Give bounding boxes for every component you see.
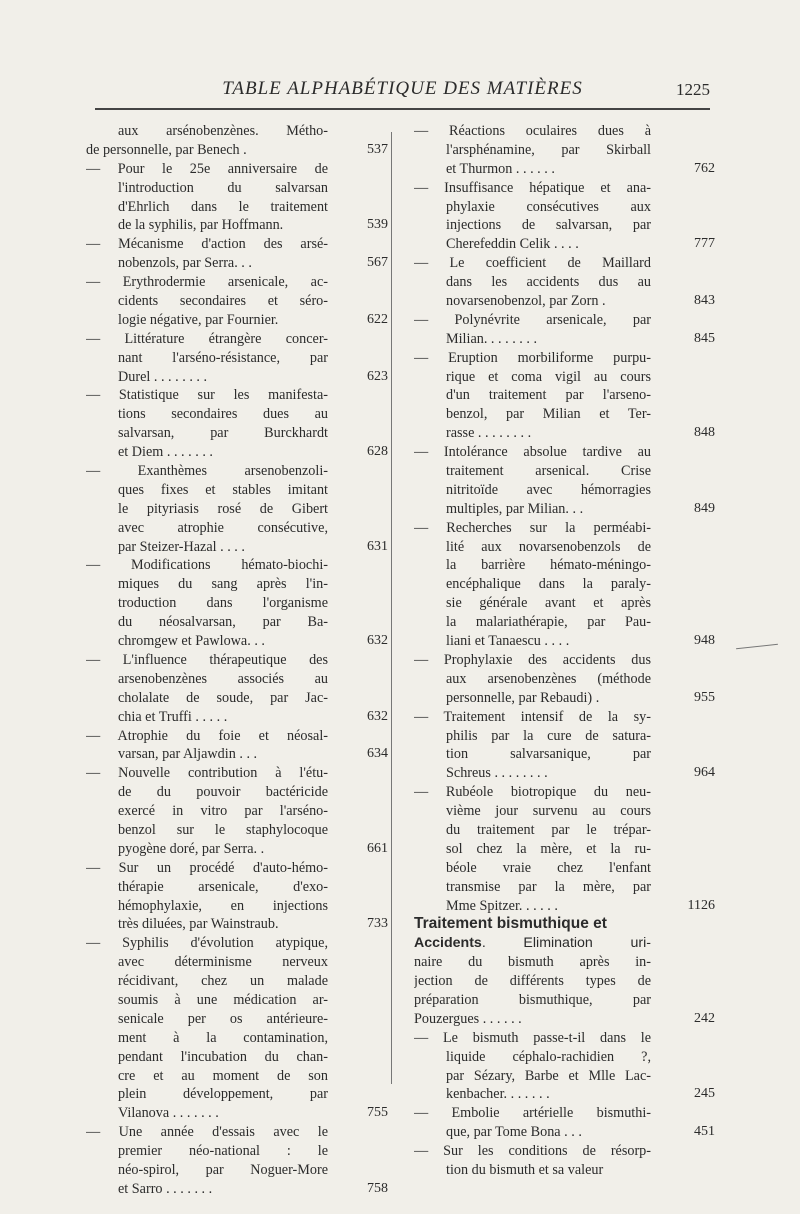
entry-line	[86, 500, 386, 519]
entry-text: salvarsan, par Burckhardt	[118, 425, 328, 442]
right-column	[414, 122, 715, 1180]
entry-text: — Exanthèmes arsenobenzoli-	[86, 463, 328, 480]
entry-text: traitement arsenical. Crise	[446, 463, 651, 480]
entry-line	[86, 972, 386, 991]
entry-text: Cherefeddin Celik . . . .	[446, 236, 579, 253]
entry-line	[86, 689, 386, 708]
entry-line	[86, 349, 386, 368]
entry-text: — Embolie artérielle bismuthi-	[414, 1105, 651, 1122]
entry-line	[414, 349, 709, 368]
entry-text: cholalate de soude, par Jac-	[118, 689, 328, 706]
entry-line	[414, 235, 715, 254]
section-heading-word: Accidents	[414, 935, 482, 952]
entry-text: néo-spirol, par Noguer-More	[118, 1161, 328, 1178]
entry-text: injections de salvarsan, par	[446, 217, 651, 234]
entry-line	[414, 953, 709, 972]
index-entry	[414, 915, 715, 1028]
index-entry	[414, 519, 715, 651]
entry-line	[414, 405, 709, 424]
entry-text: — Modifications hémato-biochi-	[86, 557, 328, 574]
entry-line	[414, 1104, 709, 1123]
entry-text: avec déterminisme nerveux	[118, 954, 328, 971]
entry-line	[86, 538, 386, 557]
entry-text: hémophylaxie, en injections	[118, 897, 328, 914]
entry-text: — Mécanisme d'action des arsé-	[86, 236, 328, 253]
entry-text: — Traitement intensif de la sy-	[414, 708, 651, 725]
entry-line	[414, 821, 709, 840]
entry-line	[86, 122, 386, 141]
page-reference: 955	[694, 689, 715, 705]
entry-line	[414, 481, 709, 500]
entry-line	[414, 878, 709, 897]
entry-line	[414, 745, 709, 764]
entry-text: naire du bismuth après in-	[414, 954, 651, 971]
entry-line	[414, 462, 709, 481]
page-reference: 758	[367, 1180, 388, 1196]
page-reference: 848	[694, 425, 715, 441]
entry-line	[414, 1085, 715, 1104]
entry-text: ment à la contamination,	[118, 1029, 328, 1046]
index-entry	[86, 462, 386, 556]
entry-text: arsenobenzènes associés au	[118, 670, 328, 687]
entry-text: de du pouvoir bactéricide	[118, 784, 328, 801]
entry-line	[86, 840, 386, 859]
entry-text: benzol sur le staphylocoque	[118, 821, 328, 838]
entry-line	[86, 934, 386, 953]
entry-text: — Une année d'essais avec le	[86, 1124, 328, 1141]
entry-line	[414, 292, 715, 311]
entry-line	[86, 330, 386, 349]
entry-text: liani et Tanaescu . . . .	[446, 633, 570, 650]
entry-text: troduction dans l'organisme	[118, 595, 328, 612]
entry-text: béole vraie chez l'enfant	[446, 859, 651, 876]
margin-pencil-mark	[736, 644, 778, 649]
entry-text: rique et coma vigil au cours	[446, 368, 651, 385]
entry-line	[414, 179, 709, 198]
index-entry	[86, 273, 386, 330]
entry-line	[86, 1161, 386, 1180]
entry-line	[86, 160, 386, 179]
entry-text: du traitement par le trépar-	[446, 821, 651, 838]
index-entry	[414, 311, 715, 349]
entry-text: plein développement, par	[118, 1086, 328, 1103]
entry-text: nitritoïde avec hémorragies	[446, 481, 651, 498]
entry-text: premier néo-national : le	[118, 1143, 328, 1160]
entry-text: encéphalique dans la paraly-	[446, 576, 651, 593]
entry-text: préparation bismuthique, par	[414, 991, 651, 1008]
entry-text: miques du sang après l'in-	[118, 576, 328, 593]
entry-line	[414, 783, 709, 802]
entry-line	[86, 613, 386, 632]
entry-line	[414, 1029, 709, 1048]
entry-text: Milian. . . . . . . .	[446, 330, 538, 347]
entry-text: varsan, par Aljawdin . . .	[118, 746, 258, 763]
page-reference: 245	[694, 1086, 715, 1102]
index-entry	[86, 386, 386, 462]
entry-line	[414, 840, 709, 859]
index-entry	[414, 651, 715, 708]
entry-text: — Recherches sur la perméabi-	[414, 519, 651, 536]
entry-line	[414, 670, 709, 689]
index-entry	[414, 1104, 715, 1142]
entry-line	[86, 424, 386, 443]
entry-line	[86, 481, 386, 500]
entry-line	[86, 897, 386, 916]
entry-text: le pityriasis rosé de Gibert	[118, 500, 328, 517]
page-reference: 567	[367, 255, 388, 271]
entry-text: pyogène doré, par Serra. .	[118, 840, 265, 857]
entry-line	[86, 1010, 386, 1029]
entry-line	[86, 1029, 386, 1048]
page-reference: 762	[694, 160, 715, 176]
entry-text: chia et Truffi . . . . .	[118, 708, 228, 725]
entry-line	[86, 594, 386, 613]
entry-line	[414, 216, 709, 235]
entry-text: et Sarro . . . . . . .	[118, 1180, 213, 1197]
page-reference: 777	[694, 236, 715, 252]
page-reference: 964	[694, 765, 715, 781]
entry-line	[86, 745, 386, 764]
index-entry	[86, 727, 386, 765]
entry-text: la malariathérapie, par Pau-	[446, 614, 651, 631]
entry-line	[86, 443, 386, 462]
entry-text: — Sur un procédé d'auto-hémo-	[86, 859, 328, 876]
entry-text: benzol, par Milian et Ter-	[446, 406, 651, 423]
section-heading: Traitement bismuthique et	[414, 915, 607, 933]
entry-text: de la syphilis, par Hoffmann.	[118, 217, 284, 234]
entry-line	[86, 783, 386, 802]
entry-line	[414, 122, 709, 141]
entry-text: et Thurmon . . . . . .	[446, 160, 555, 177]
page-reference: 632	[367, 708, 388, 724]
entry-line	[86, 1048, 386, 1067]
page-reference: 622	[367, 311, 388, 327]
entry-text: Mme Spitzer. . . . . .	[446, 897, 558, 914]
entry-line	[86, 991, 386, 1010]
entry-line	[86, 632, 386, 651]
page-number: 1225	[676, 80, 710, 99]
entry-line	[86, 368, 386, 387]
entry-line	[86, 859, 386, 878]
entry-line	[86, 1104, 386, 1123]
entry-line	[414, 198, 709, 217]
index-entry	[86, 556, 386, 650]
entry-line	[414, 1142, 709, 1161]
entry-text: et Diem . . . . . . .	[118, 444, 213, 461]
page-reference: 849	[694, 500, 715, 516]
entry-line	[86, 311, 386, 330]
entry-text: que, par Tome Bona . . .	[446, 1124, 582, 1141]
entry-text: — Atrophie du foie et néosal-	[86, 727, 328, 744]
entry-line	[414, 972, 709, 991]
entry-line	[86, 727, 386, 746]
index-entry	[86, 651, 386, 727]
entry-text: — Intolérance absolue tardive au	[414, 444, 651, 461]
entry-text: thérapie arsenicale, d'exo-	[118, 878, 328, 895]
entry-line	[86, 462, 386, 481]
entry-text: soumis à une médication ar-	[118, 991, 328, 1008]
header-rule	[95, 108, 710, 110]
entry-line	[414, 613, 709, 632]
entry-line	[86, 953, 386, 972]
index-entry	[414, 1142, 709, 1180]
entry-line	[86, 708, 386, 727]
page-reference: 845	[694, 330, 715, 346]
entry-text: logie négative, par Fournier.	[118, 311, 279, 328]
entry-line	[414, 519, 709, 538]
entry-line	[414, 897, 715, 916]
entry-line	[414, 859, 709, 878]
entry-text: — Erythrodermie arsenicale, ac-	[86, 274, 328, 291]
index-entry	[86, 1123, 386, 1199]
entry-text: très diluées, par Wainstraub.	[118, 916, 279, 933]
entry-text: — Statistique sur les manifesta-	[86, 387, 328, 404]
entry-line	[86, 235, 386, 254]
entry-line	[414, 311, 709, 330]
page-reference: 242	[694, 1010, 715, 1026]
entry-line	[414, 1123, 715, 1142]
entry-line	[414, 594, 709, 613]
entry-text: — Polynévrite arsenicale, par	[414, 311, 651, 328]
entry-line	[414, 991, 709, 1010]
page-reference: 632	[367, 633, 388, 649]
entry-text: senicale per os antérieure-	[118, 1010, 328, 1027]
index-entry	[414, 1029, 715, 1105]
index-entry	[414, 443, 715, 519]
entry-text: Vilanova . . . . . . .	[118, 1105, 219, 1122]
entry-text: avec atrophie consécutive,	[118, 519, 328, 536]
entry-text: jection de différents types de	[414, 973, 651, 990]
entry-line	[414, 424, 715, 443]
entry-text: ques fixes et stables imitant	[118, 481, 328, 498]
entry-text: tion salvarsanique, par	[446, 746, 651, 763]
entry-line	[86, 386, 386, 405]
entry-text: — Sur les conditions de résorp-	[414, 1143, 651, 1160]
entry-line	[86, 273, 386, 292]
entry-line	[414, 575, 709, 594]
entry-text: la barrière hémato-méningo-	[446, 557, 651, 574]
entry-line	[86, 292, 386, 311]
index-entry	[86, 330, 386, 387]
entry-line	[414, 1010, 715, 1029]
page-reference: 755	[367, 1105, 388, 1121]
entry-text: rasse . . . . . . . .	[446, 425, 532, 442]
entry-text: l'introduction du salvarsan	[118, 179, 328, 196]
column-divider	[391, 132, 392, 1084]
entry-text: — Rubéole biotropique du neu-	[414, 784, 651, 801]
entry-line	[414, 651, 709, 670]
index-entry	[414, 254, 715, 311]
entry-text: par Steizer-Hazal . . . .	[118, 538, 245, 555]
entry-text: pendant l'incubation du chan-	[118, 1048, 328, 1065]
entry-line	[414, 443, 709, 462]
index-entry	[86, 160, 386, 236]
entry-text: — L'influence thérapeutique des	[86, 651, 328, 668]
entry-line	[414, 538, 709, 557]
entry-line	[86, 764, 386, 783]
page-reference: 628	[367, 444, 388, 460]
entry-text: — Eruption morbiliforme purpu-	[414, 349, 651, 366]
index-entry	[414, 783, 715, 915]
entry-line	[86, 216, 386, 235]
entry-text: — Prophylaxie des accidents dus	[414, 651, 651, 668]
entry-line	[86, 878, 386, 897]
index-entry	[86, 764, 386, 858]
page-reference: 537	[367, 141, 388, 157]
entry-line	[86, 575, 386, 594]
entry-line	[414, 330, 715, 349]
entry-text: sie générale avant et après	[446, 595, 651, 612]
index-entry	[414, 179, 715, 255]
entry-text: phylaxie consécutives aux	[446, 198, 651, 215]
entry-line	[86, 1123, 386, 1142]
entry-line	[86, 556, 386, 575]
entry-text: tions secondaires dues au	[118, 406, 328, 423]
entry-text: Accidents. Elimination uri-	[414, 935, 651, 952]
entry-text: récidivant, chez un malade	[118, 973, 328, 990]
entry-text: tion du bismuth et sa valeur	[446, 1161, 604, 1178]
entry-text: — Insuffisance hépatique et ana-	[414, 179, 651, 196]
entry-text: Durel . . . . . . . .	[118, 368, 208, 385]
entry-line	[86, 821, 386, 840]
entry-text: personnelle, par Rebaudi) .	[446, 689, 600, 706]
index-entry	[86, 934, 386, 1123]
page-reference: 948	[694, 633, 715, 649]
entry-line	[414, 273, 709, 292]
page-reference: 539	[367, 217, 388, 233]
entry-text: cre et au moment de son	[118, 1067, 328, 1084]
index-entry	[414, 349, 715, 443]
entry-text: chromgew et Pawlowa. . .	[118, 633, 265, 650]
entry-line	[86, 915, 386, 934]
entry-line	[414, 254, 709, 273]
entry-text: — Le coefficient de Maillard	[414, 255, 651, 272]
entry-line	[86, 141, 386, 160]
entry-text: multiples, par Milian. . .	[446, 500, 584, 517]
entry-text: nobenzols, par Serra. . .	[118, 255, 252, 272]
entry-line	[414, 556, 709, 575]
entry-text: novarsenobenzol, par Zorn .	[446, 293, 606, 310]
page-reference: 451	[694, 1124, 715, 1140]
entry-text: vième jour survenu au cours	[446, 803, 651, 820]
entry-line	[86, 802, 386, 821]
page-reference: 631	[367, 538, 388, 554]
entry-text: aux arsenobenzènes (méthode	[446, 670, 651, 687]
entry-line	[414, 141, 709, 160]
entry-line	[86, 1085, 386, 1104]
entry-text: du néosalvarsan, par Ba-	[118, 614, 328, 631]
page-reference: 661	[367, 840, 388, 856]
entry-text: par Sézary, Barbe et Mlle Lac-	[446, 1067, 651, 1084]
entry-line	[86, 1142, 386, 1161]
page-reference: 733	[367, 916, 388, 932]
index-entry	[414, 708, 715, 784]
entry-line	[86, 1180, 386, 1199]
entry-text: — Littérature étrangère concer-	[86, 330, 328, 347]
entry-line	[414, 708, 709, 727]
page-reference: 623	[367, 368, 388, 384]
entry-line	[86, 670, 386, 689]
entry-text: liquide céphalo-rachidien ?,	[446, 1048, 651, 1065]
entry-text: — Pour le 25e anniversaire de	[86, 160, 328, 177]
entry-text: lité aux novarsenobenzols de	[446, 538, 651, 555]
entry-line	[414, 160, 715, 179]
index-entry	[414, 122, 715, 179]
entry-text: exercé in vitro par l'arséno-	[118, 803, 328, 820]
entry-line	[86, 198, 386, 217]
entry-text: sol chez la mère, et la ru-	[446, 840, 651, 857]
left-column	[86, 122, 386, 1199]
entry-line	[86, 254, 386, 273]
page-title: TABLE ALPHABÉTIQUE DES MATIÈRES	[222, 78, 583, 99]
entry-text: — Nouvelle contribution à l'étu-	[86, 765, 328, 782]
entry-line	[414, 1048, 709, 1067]
running-header	[95, 74, 710, 104]
entry-line	[86, 651, 386, 670]
entry-line	[86, 179, 386, 198]
page-reference: 843	[694, 293, 715, 309]
entry-text: dans les accidents dus au	[446, 274, 651, 291]
entry-line	[86, 519, 386, 538]
entry-line	[414, 368, 709, 387]
page-reference: 1126	[687, 897, 715, 913]
entry-text: cidents secondaires et séro-	[118, 293, 328, 310]
index-entry	[86, 122, 386, 160]
entry-line	[414, 1067, 709, 1086]
entry-text: philis par la cure de satura-	[446, 727, 651, 744]
entry-line	[414, 727, 709, 746]
entry-line	[414, 500, 715, 519]
index-entry	[86, 235, 386, 273]
entry-text: d'Ehrlich dans le traitement	[118, 198, 328, 215]
entry-text: l'arsphénamine, par Skirball	[446, 141, 651, 158]
entry-line	[414, 934, 709, 953]
entry-line	[414, 1161, 709, 1180]
entry-text: nant l'arséno-résistance, par	[118, 349, 328, 366]
entry-text: Schreus . . . . . . . .	[446, 765, 548, 782]
entry-line	[86, 1067, 386, 1086]
page-reference: 634	[367, 746, 388, 762]
entry-text: aux arsénobenzènes. Métho-	[118, 123, 328, 139]
entry-line	[414, 632, 715, 651]
entry-line	[414, 386, 709, 405]
entry-text: transmise par la mère, par	[446, 878, 651, 895]
entry-text: — Réactions oculaires dues à	[414, 123, 651, 139]
entry-text: d'un traitement par l'arseno-	[446, 387, 651, 404]
entry-line	[414, 689, 715, 708]
entry-line	[86, 405, 386, 424]
entry-text: kenbacher. . . . . . .	[446, 1086, 550, 1103]
entry-text: de personnelle, par Benech .	[86, 141, 247, 158]
entry-text: — Syphilis d'évolution atypique,	[86, 935, 328, 952]
entry-text: — Le bismuth passe-t-il dans le	[414, 1029, 651, 1046]
entry-line	[414, 802, 709, 821]
entry-text: Pouzergues . . . . . .	[414, 1010, 522, 1027]
index-entry	[86, 859, 386, 935]
entry-line	[414, 764, 715, 783]
